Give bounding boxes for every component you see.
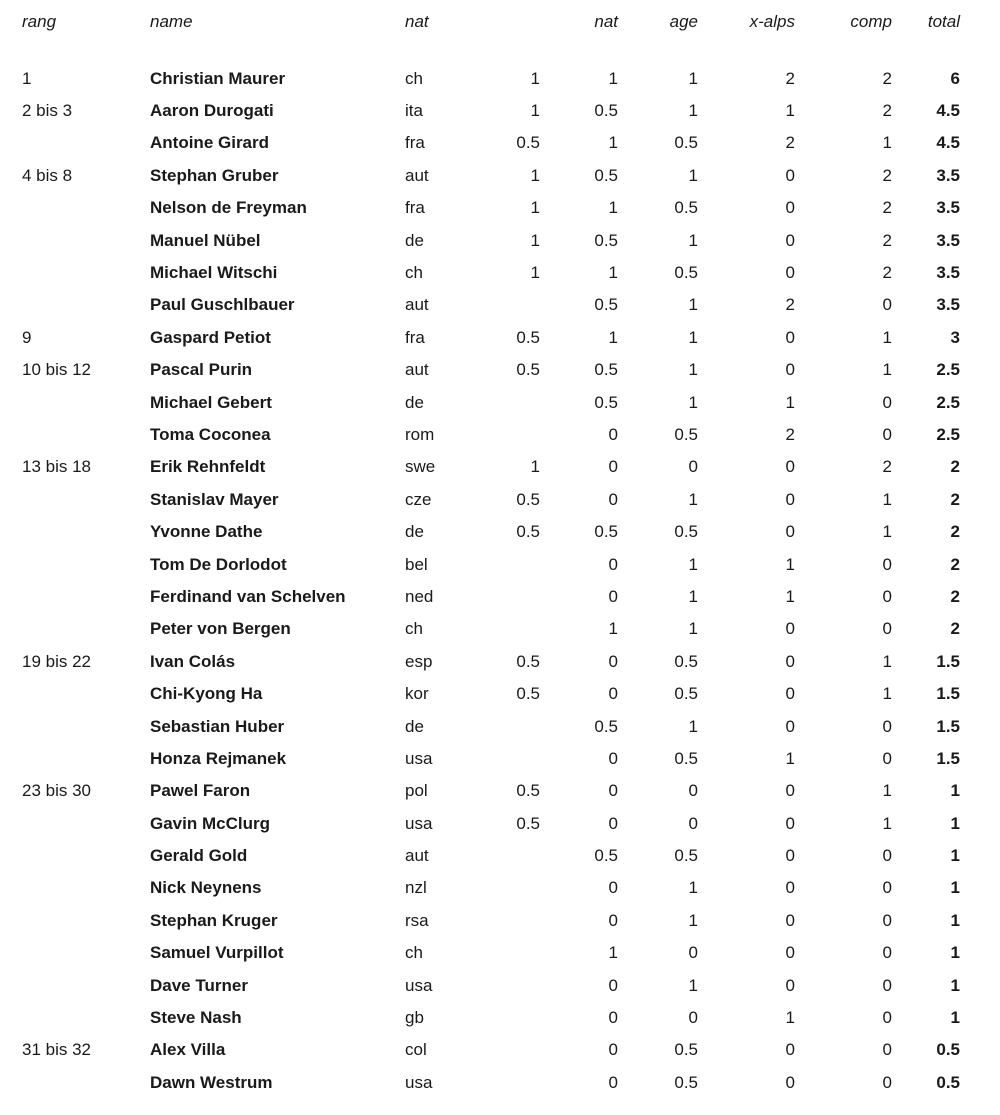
cell-xalps: 0 [785,230,795,250]
cell-nat: usa [405,975,433,995]
cell-total: 2 [950,586,960,606]
cell-xalps: 0 [785,846,795,866]
cell-rang: 9 [22,327,32,347]
cell-nat2: 1 [608,198,618,218]
header-spacer [22,38,1000,62]
table-row [22,1066,1000,1098]
cell-comp: 0 [882,1040,892,1060]
cell-age: 0 [688,781,698,801]
cell-total: 3 [950,327,960,347]
cell-xalps: 0 [785,327,795,347]
cell-age: 1 [688,716,698,736]
cell-age: 1 [688,392,698,412]
cell-comp: 0 [882,716,892,736]
cell-nat: aut [405,165,429,185]
cell-xalps: 2 [785,68,795,88]
cell-rang: 19 bis 22 [22,651,91,671]
cell-name: Ivan Colás [150,651,236,671]
cell-total: 3.5 [936,198,960,218]
cell-nat2: 1 [608,943,618,963]
cell-name: Stephan Kruger [150,910,278,930]
table-row [22,321,1000,353]
cell-nat: col [405,1040,427,1060]
cell-total: 1.5 [936,716,960,736]
column-header-x-alps: x-alps [749,11,795,31]
cell-nat2: 0 [608,684,618,704]
cell-nat: ita [405,101,423,121]
cell-name: Alex Villa [150,1040,226,1060]
cell-total: 2 [950,489,960,509]
cell-name: Gaspard Petiot [150,327,271,347]
cell-total: 1 [950,846,960,866]
cell-age: 0.5 [674,651,698,671]
cell-name: Paul Guschlbauer [150,295,295,315]
cell-xalps: 2 [785,133,795,153]
cell-nat: gb [405,1008,424,1028]
cell-total: 1 [950,878,960,898]
cell-total: 6 [950,68,960,88]
cell-name: Dawn Westrum [150,1072,273,1092]
cell-c4: 1 [530,165,540,185]
cell-xalps: 1 [785,392,795,412]
cell-c4: 1 [530,101,540,121]
cell-comp: 0 [882,878,892,898]
cell-total: 1 [950,943,960,963]
cell-rang: 1 [22,68,32,88]
cell-nat2: 0 [608,910,618,930]
cell-comp: 0 [882,1072,892,1092]
cell-nat: kor [405,684,429,704]
cell-total: 2 [950,522,960,542]
cell-c4: 1 [530,263,540,283]
cell-name: Yvonne Dathe [150,522,263,542]
cell-nat: usa [405,813,433,833]
cell-nat2: 0.5 [594,101,618,121]
table-row [22,548,1000,580]
cell-nat2: 0 [608,651,618,671]
table-row [22,62,1000,94]
cell-xalps: 0 [785,489,795,509]
cell-c4: 0.5 [516,489,540,509]
cell-xalps: 0 [785,457,795,477]
cell-nat2: 0 [608,813,618,833]
table-row [22,807,1000,839]
cell-nat: aut [405,360,429,380]
cell-nat2: 0 [608,424,618,444]
cell-age: 0.5 [674,198,698,218]
cell-rang: 31 bis 32 [22,1040,91,1060]
cell-xalps: 0 [785,651,795,671]
cell-name: Aaron Durogati [150,101,274,121]
cell-total: 1.5 [936,748,960,768]
column-header-nat: nat [405,11,429,31]
cell-age: 0.5 [674,522,698,542]
cell-total: 3.5 [936,263,960,283]
cell-nat2: 0.5 [594,295,618,315]
cell-nat: aut [405,846,429,866]
cell-nat2: 0.5 [594,360,618,380]
cell-nat2: 0 [608,781,618,801]
cell-nat: usa [405,1072,433,1092]
cell-xalps: 0 [785,360,795,380]
cell-comp: 2 [882,68,892,88]
column-header-nat: nat [594,11,618,31]
cell-nat: swe [405,457,436,477]
cell-nat2: 0.5 [594,846,618,866]
cell-nat: de [405,230,424,250]
cell-rang: 10 bis 12 [22,360,91,380]
cell-comp: 2 [882,101,892,121]
table-row [22,483,1000,515]
cell-name: Ferdinand van Schelven [150,586,346,606]
table-row [22,645,1000,677]
table-row [22,1034,1000,1066]
cell-comp: 0 [882,910,892,930]
cell-c4: 0.5 [516,813,540,833]
cell-nat2: 0.5 [594,522,618,542]
cell-nat: ch [405,68,423,88]
cell-nat2: 0 [608,489,618,509]
cell-nat: esp [405,651,433,671]
cell-nat2: 0 [608,1072,618,1092]
cell-nat2: 0 [608,586,618,606]
cell-rang: 4 bis 8 [22,165,73,185]
cell-total: 1.5 [936,651,960,671]
cell-age: 1 [688,360,698,380]
cell-nat2: 0.5 [594,716,618,736]
cell-nat: fra [405,198,425,218]
cell-age: 1 [688,910,698,930]
cell-age: 1 [688,327,698,347]
cell-nat: fra [405,327,425,347]
cell-nat: aut [405,295,429,315]
cell-age: 0 [688,457,698,477]
cell-name: Christian Maurer [150,68,286,88]
cell-comp: 1 [882,133,892,153]
cell-age: 0.5 [674,748,698,768]
cell-name: Gerald Gold [150,846,248,866]
cell-age: 1 [688,165,698,185]
cell-comp: 1 [882,489,892,509]
cell-c4: 0.5 [516,522,540,542]
cell-name: Dave Turner [150,975,248,995]
table-row [22,159,1000,191]
cell-name: Michael Gebert [150,392,272,412]
cell-nat2: 0 [608,457,618,477]
cell-total: 0.5 [936,1072,960,1092]
cell-comp: 0 [882,586,892,606]
table-row [22,256,1000,288]
table-row [22,904,1000,936]
cell-nat: rsa [405,910,429,930]
cell-name: Sebastian Huber [150,716,285,736]
cell-name: Pawel Faron [150,781,251,801]
cell-comp: 2 [882,165,892,185]
cell-nat2: 1 [608,68,618,88]
table-row [22,418,1000,450]
cell-age: 1 [688,489,698,509]
cell-nat: nzl [405,878,427,898]
cell-rang: 13 bis 18 [22,457,91,477]
table-row [22,451,1000,483]
cell-name: Toma Coconea [150,424,271,444]
table-body [22,62,1000,1099]
cell-name: Gavin McClurg [150,813,270,833]
cell-age: 1 [688,878,698,898]
cell-xalps: 0 [785,165,795,185]
cell-c4: 0.5 [516,781,540,801]
cell-c4: 1 [530,68,540,88]
cell-age: 1 [688,295,698,315]
cell-total: 3.5 [936,230,960,250]
column-header-age: age [669,11,698,31]
cell-age: 1 [688,975,698,995]
cell-nat2: 0 [608,878,618,898]
cell-c4: 1 [530,457,540,477]
table-row [22,515,1000,547]
table-row [22,192,1000,224]
cell-xalps: 0 [785,878,795,898]
cell-xalps: 0 [785,198,795,218]
cell-name: Pascal Purin [150,360,253,380]
cell-age: 0 [688,813,698,833]
table-row [22,710,1000,742]
cell-nat: de [405,716,424,736]
table-row [22,386,1000,418]
cell-comp: 0 [882,748,892,768]
cell-nat2: 1 [608,327,618,347]
cell-nat: ch [405,943,423,963]
cell-nat2: 1 [608,133,618,153]
cell-comp: 1 [882,327,892,347]
cell-total: 3.5 [936,165,960,185]
cell-total: 2 [950,619,960,639]
table-row [22,224,1000,256]
cell-c4: 0.5 [516,684,540,704]
cell-name: Nick Neynens [150,878,262,898]
cell-nat: cze [405,489,432,509]
cell-comp: 2 [882,457,892,477]
cell-comp: 1 [882,813,892,833]
cell-total: 3.5 [936,295,960,315]
cell-nat2: 0 [608,975,618,995]
cell-rang: 23 bis 30 [22,781,91,801]
cell-nat2: 0.5 [594,165,618,185]
cell-total: 2.5 [936,360,960,380]
cell-c4: 1 [530,198,540,218]
cell-c4: 1 [530,230,540,250]
table-row [22,937,1000,969]
cell-nat: usa [405,748,433,768]
table-row [22,127,1000,159]
cell-xalps: 2 [785,295,795,315]
table-row [22,1001,1000,1033]
cell-name: Nelson de Freyman [150,198,307,218]
cell-nat: fra [405,133,425,153]
cell-nat2: 0 [608,554,618,574]
cell-comp: 0 [882,943,892,963]
cell-age: 1 [688,230,698,250]
cell-xalps: 0 [785,716,795,736]
cell-c4: 0.5 [516,133,540,153]
cell-c4: 0.5 [516,651,540,671]
cell-nat2: 0 [608,1008,618,1028]
cell-age: 0.5 [674,846,698,866]
cell-total: 1 [950,813,960,833]
cell-total: 4.5 [936,101,960,121]
cell-name: Peter von Bergen [150,619,291,639]
cell-comp: 0 [882,619,892,639]
cell-total: 2 [950,554,960,574]
cell-total: 1 [950,910,960,930]
cell-comp: 1 [882,684,892,704]
cell-xalps: 1 [785,554,795,574]
cell-name: Chi-Kyong Ha [150,684,263,704]
cell-total: 2.5 [936,424,960,444]
cell-name: Antoine Girard [150,133,270,153]
cell-xalps: 0 [785,813,795,833]
cell-xalps: 0 [785,975,795,995]
cell-total: 1 [950,781,960,801]
cell-comp: 0 [882,392,892,412]
table-row [22,580,1000,612]
cell-name: Erik Rehnfeldt [150,457,266,477]
table-row [22,94,1000,126]
cell-age: 1 [688,101,698,121]
table-row [22,289,1000,321]
cell-comp: 0 [882,554,892,574]
cell-xalps: 0 [785,781,795,801]
cell-total: 1.5 [936,684,960,704]
cell-age: 0 [688,943,698,963]
cell-name: Stanislav Mayer [150,489,279,509]
column-header-name: name [150,11,193,31]
cell-xalps: 2 [785,424,795,444]
cell-nat: pol [405,781,428,801]
cell-comp: 1 [882,781,892,801]
cell-c4: 0.5 [516,360,540,380]
column-header-comp: comp [850,11,892,31]
cell-total: 1 [950,1008,960,1028]
cell-age: 1 [688,554,698,574]
cell-nat2: 1 [608,263,618,283]
cell-total: 2.5 [936,392,960,412]
cell-xalps: 0 [785,1072,795,1092]
cell-nat2: 0 [608,1040,618,1060]
table-row [22,839,1000,871]
table-row [22,677,1000,709]
table-row [22,775,1000,807]
cell-age: 0.5 [674,263,698,283]
cell-age: 0.5 [674,133,698,153]
column-header-rang: rang [22,11,57,31]
cell-xalps: 0 [785,1040,795,1060]
cell-age: 0.5 [674,1040,698,1060]
cell-nat: ch [405,619,423,639]
cell-comp: 2 [882,230,892,250]
cell-nat: bel [405,554,428,574]
cell-xalps: 0 [785,522,795,542]
column-header-total: total [927,11,960,31]
cell-name: Steve Nash [150,1008,242,1028]
cell-age: 0.5 [674,684,698,704]
cell-comp: 0 [882,1008,892,1028]
table-row [22,969,1000,1001]
cell-comp: 0 [882,975,892,995]
cell-name: Stephan Gruber [150,165,279,185]
cell-comp: 2 [882,198,892,218]
cell-total: 1 [950,975,960,995]
cell-age: 0.5 [674,1072,698,1092]
cell-comp: 1 [882,522,892,542]
cell-age: 1 [688,68,698,88]
cell-name: Honza Rejmanek [150,748,287,768]
cell-name: Manuel Nübel [150,230,261,250]
table-row [22,613,1000,645]
cell-comp: 1 [882,360,892,380]
cell-age: 0.5 [674,424,698,444]
cell-rang: 2 bis 3 [22,101,73,121]
table-row [22,742,1000,774]
cell-age: 1 [688,586,698,606]
cell-name: Samuel Vurpillot [150,943,284,963]
cell-comp: 2 [882,263,892,283]
cell-xalps: 1 [785,101,795,121]
cell-xalps: 0 [785,263,795,283]
cell-xalps: 0 [785,684,795,704]
cell-nat: ned [405,586,434,606]
table-row [22,872,1000,904]
cell-xalps: 0 [785,943,795,963]
cell-name: Tom De Dorlodot [150,554,287,574]
cell-xalps: 0 [785,910,795,930]
cell-nat: rom [405,424,435,444]
cell-nat: de [405,522,424,542]
cell-nat2: 0 [608,748,618,768]
cell-age: 1 [688,619,698,639]
table-row [22,354,1000,386]
cell-xalps: 1 [785,1008,795,1028]
cell-nat2: 0.5 [594,392,618,412]
cell-name: Michael Witschi [150,263,278,283]
cell-comp: 0 [882,295,892,315]
cell-nat: ch [405,263,423,283]
cell-nat2: 1 [608,619,618,639]
cell-xalps: 1 [785,748,795,768]
cell-comp: 0 [882,424,892,444]
cell-age: 0 [688,1008,698,1028]
cell-nat2: 0.5 [594,230,618,250]
cell-comp: 0 [882,846,892,866]
cell-total: 2 [950,457,960,477]
cell-comp: 1 [882,651,892,671]
cell-total: 4.5 [936,133,960,153]
cell-xalps: 1 [785,586,795,606]
cell-nat: de [405,392,424,412]
cell-total: 0.5 [936,1040,960,1060]
table-header-row [22,4,1000,38]
cell-c4: 0.5 [516,327,540,347]
cell-xalps: 0 [785,619,795,639]
